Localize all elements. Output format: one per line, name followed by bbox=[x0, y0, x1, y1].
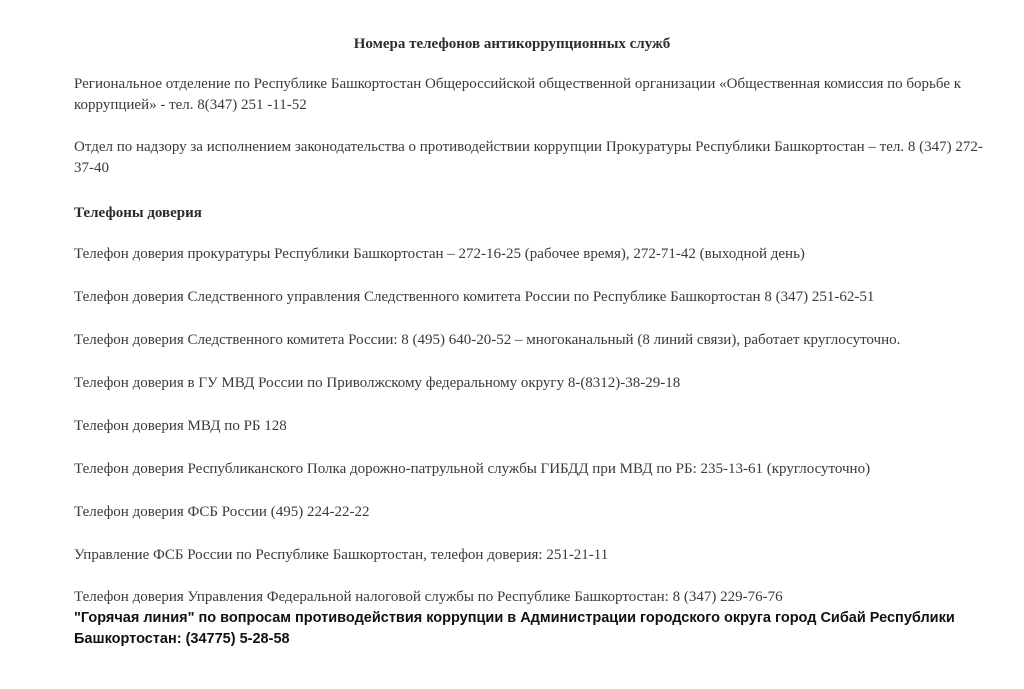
trust-line-item: Телефон доверия Управления Федеральной налоговой службы по Республике Башкортостан: 8 (347) 229-76-76 bbox=[74, 589, 783, 605]
trust-line-item: Телефон доверия ФСБ России (495) 224-22-22 bbox=[74, 504, 370, 520]
paragraph-prosecutor-department: Отдел по надзору за исполнением законодательства о противодействии коррупции Прокуратуры Республики Башкортостан – тел. 8 (347) 272-37-40 bbox=[74, 139, 983, 176]
trust-line-item: Телефон доверия Следственного комитета России: 8 (495) 640-20-52 – многоканальный (8 линий связи), работает круглосуточно. bbox=[74, 332, 901, 348]
trust-line-item: Телефон доверия Республиканского Полка дорожно-патрульной службы ГИБДД при МВД по РБ: 235-13-61 (круглосуточно) bbox=[74, 461, 871, 477]
hotline-notice: "Горячая линия" по вопросам противодействия коррупции в Администрации городского округа город Сибай Республики Башкортостан: (34775) 5-28-58 bbox=[74, 610, 955, 647]
trust-line-item: Управление ФСБ России по Республике Башкортостан, телефон доверия: 251-21-11 bbox=[74, 547, 609, 563]
document-title: Номера телефонов антикоррупционных служб bbox=[353, 36, 671, 52]
section-heading-trust-lines: Телефоны доверия bbox=[74, 205, 202, 221]
trust-line-item: Телефон доверия МВД по РБ 128 bbox=[74, 418, 287, 434]
trust-line-item: Телефон доверия прокуратуры Республики Башкортостан – 272-16-25 (рабочее время), 272-71-42 (выходной день) bbox=[74, 246, 805, 262]
trust-line-item: Телефон доверия Следственного управления Следственного комитета России по Республике Башкортостан 8 (347) 251-62-51 bbox=[74, 289, 875, 305]
trust-line-item: Телефон доверия в ГУ МВД России по Приволжскому федеральному округу 8-(8312)-38-29-18 bbox=[74, 375, 681, 391]
paragraph-regional-office: Региональное отделение по Республике Башкортостан Общероссийской общественной организации «Общественная комиссия по борьбе к коррупцией» - тел. 8(347) 251 -11-52 bbox=[74, 76, 962, 113]
